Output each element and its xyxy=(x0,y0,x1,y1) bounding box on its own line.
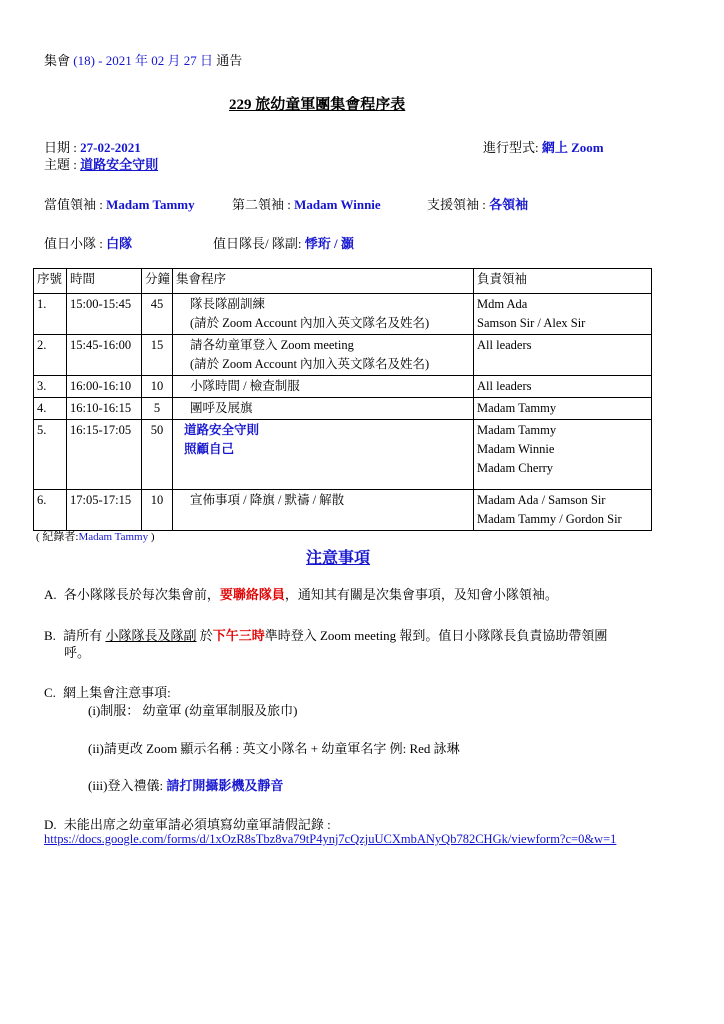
programme-line: (請於 Zoom Account 內加入英文隊名及姓名) xyxy=(190,357,430,371)
cell-leaders xyxy=(474,376,652,398)
mode-row xyxy=(483,137,604,156)
header-no: 序號 xyxy=(34,269,67,294)
cell-time: 17:05-17:15 xyxy=(67,490,142,531)
table-row xyxy=(34,376,652,398)
recorder-name: Madam Tammy xyxy=(78,531,149,543)
leave-form-link[interactable]: https://docs.google.com/forms/d/1xOzR8sTbz8va79tP4ynj7cQzjuUCXmbANyQb782CHGk/viewform?c=0&w=1 xyxy=(44,832,617,846)
note-c xyxy=(44,682,171,701)
note-d-label: D. xyxy=(44,817,57,832)
note-a-post: ，通知其有關是次集會事項，及知會小隊領袖。 xyxy=(284,587,558,602)
duty-sixer-row xyxy=(213,233,354,252)
cell-programme xyxy=(173,335,474,376)
cell-programme xyxy=(173,420,474,490)
note-c-iii xyxy=(88,775,283,794)
note-c-i: (i)制服： 幼童軍 (幼童軍制服及旅巾) xyxy=(88,703,298,718)
cell-leaders xyxy=(474,398,652,420)
mode-label: 進行型式: xyxy=(483,140,539,155)
table-header-row xyxy=(34,269,652,294)
header-suffix: 通告 xyxy=(216,53,243,68)
note-b-mid: 於 xyxy=(199,628,213,643)
header-time: 時間 xyxy=(67,269,142,294)
duty-sixer-label: 值日隊長/ 隊副: xyxy=(213,236,302,251)
duty-sixer-value: 悸珩 / 灝 xyxy=(304,236,354,251)
programme-line: 隊長隊副訓練 xyxy=(190,297,266,311)
header-leaders: 負責領袖 xyxy=(474,269,652,294)
cell-minutes: 10 xyxy=(142,490,173,531)
cell-leaders xyxy=(474,294,652,335)
cell-minutes: 45 xyxy=(142,294,173,335)
table-body xyxy=(34,294,652,531)
support-leader-row xyxy=(427,194,528,213)
notes-title: 注意事項 xyxy=(306,550,371,567)
cell-minutes: 10 xyxy=(142,376,173,398)
cell-time: 16:10-16:15 xyxy=(67,398,142,420)
note-b-post: 準時登入 Zoom meeting 報到。值日小隊隊長負責協助帶領團 xyxy=(264,628,608,643)
leader-line: Madam Tammy xyxy=(477,401,557,415)
note-b-underline: 小隊隊長及隊副 xyxy=(105,628,197,643)
leader-line: Madam Tammy xyxy=(477,423,557,437)
cell-programme xyxy=(173,376,474,398)
table-row xyxy=(34,398,652,420)
table-row xyxy=(34,335,652,376)
recorder-close: ) xyxy=(150,531,155,543)
header-minutes: 分鐘 xyxy=(142,269,173,294)
cell-time: 15:00-15:45 xyxy=(67,294,142,335)
cell-no: 5. xyxy=(34,420,67,490)
cell-no: 1. xyxy=(34,294,67,335)
note-b-label: B. xyxy=(44,628,56,643)
duty-leader-label: 當值領袖 : xyxy=(44,197,103,212)
header-programme: 集會程序 xyxy=(173,269,474,294)
leader-line: All leaders xyxy=(477,338,532,352)
note-b xyxy=(44,625,607,644)
support-leader-label: 支援領袖 : xyxy=(427,197,486,212)
programme-line: 道路安全守則 xyxy=(184,423,260,437)
programme-line: 宣佈事項 / 降旗 / 默禱 / 解散 xyxy=(190,493,345,507)
schedule-table xyxy=(33,268,652,531)
cell-no: 4. xyxy=(34,398,67,420)
cell-leaders xyxy=(474,420,652,490)
programme-line: 請各幼童軍登入 Zoom meeting xyxy=(190,338,354,352)
programme-line: 照顧自己 xyxy=(184,442,235,456)
note-b-pre: 請所有 xyxy=(63,628,103,643)
second-leader-row xyxy=(232,194,381,213)
duty-leader-value: Madam Tammy xyxy=(106,197,195,212)
duty-six-value: 白隊 xyxy=(106,236,133,251)
duty-six-row xyxy=(44,233,132,252)
cell-programme xyxy=(173,490,474,531)
note-c-iii-pre: (iii)登入禮儀: xyxy=(88,778,164,793)
theme-value: 道路安全守則 xyxy=(80,157,159,172)
theme-label: 主題 : xyxy=(44,157,77,172)
note-b-line2: 呼。 xyxy=(64,645,91,660)
date-value: 27-02-2021 xyxy=(80,140,141,155)
recorder-open: ( 紀錄者: xyxy=(36,531,79,543)
leader-line: Madam Ada / Samson Sir xyxy=(477,493,606,507)
duty-six-label: 值日小隊 : xyxy=(44,236,103,251)
cell-time: 15:45-16:00 xyxy=(67,335,142,376)
note-c-label: C. xyxy=(44,685,56,700)
leader-line: Samson Sir / Alex Sir xyxy=(477,316,586,330)
theme-row xyxy=(44,154,158,173)
note-d-text: 未能出席之幼童軍請必須填寫幼童軍請假記錄 : xyxy=(63,817,331,832)
note-a-label: A. xyxy=(44,587,57,602)
cell-time: 16:15-17:05 xyxy=(67,420,142,490)
programme-line: (請於 Zoom Account 內加入英文隊名及姓名) xyxy=(190,316,430,330)
header-prefix: 集會 xyxy=(44,53,71,68)
mode-value: 網上 Zoom xyxy=(541,140,604,155)
meeting-date: 2021 年 02 月 27 日 xyxy=(105,53,214,68)
cell-leaders xyxy=(474,335,652,376)
cell-minutes: 15 xyxy=(142,335,173,376)
cell-time: 16:00-16:10 xyxy=(67,376,142,398)
note-c-iii-emphasis: 請打開攝影機及靜音 xyxy=(166,778,284,793)
programme-line: 團呼及展旗 xyxy=(190,401,253,415)
second-leader-value: Madam Winnie xyxy=(294,197,381,212)
page-title: 229 旅幼童軍團集會程序表 xyxy=(229,97,406,113)
note-a-emphasis: 要聯絡隊員 xyxy=(219,587,285,602)
leader-line: Madam Winnie xyxy=(477,442,555,456)
note-a-pre: 各小隊隊長於每次集會前， xyxy=(63,587,220,602)
second-leader-label: 第二領袖 : xyxy=(232,197,291,212)
table-row xyxy=(34,294,652,335)
meeting-number: (18) - xyxy=(73,53,103,68)
table-row xyxy=(34,490,652,531)
cell-no: 2. xyxy=(34,335,67,376)
cell-programme xyxy=(173,398,474,420)
leader-line: Mdm Ada xyxy=(477,297,528,311)
note-c-title: 網上集會注意事項: xyxy=(63,685,171,700)
leader-line: Madam Tammy / Gordon Sir xyxy=(477,512,622,526)
cell-no: 3. xyxy=(34,376,67,398)
recorder-note xyxy=(36,528,155,544)
date-label: 日期 : xyxy=(44,140,77,155)
note-c-ii: (ii)請更改 Zoom 顯示名稱 : 英文小隊名 + 幼童軍名字 例: Red 詠琳 xyxy=(88,741,460,756)
leader-line: Madam Cherry xyxy=(477,461,554,475)
support-leader-value: 各領袖 xyxy=(489,197,529,212)
note-a xyxy=(44,584,558,603)
table-row xyxy=(34,420,652,490)
cell-minutes: 5 xyxy=(142,398,173,420)
cell-leaders xyxy=(474,490,652,531)
programme-line: 小隊時間 / 檢查制服 xyxy=(190,379,300,393)
leader-line: All leaders xyxy=(477,379,532,393)
note-d xyxy=(44,814,331,833)
duty-leader-row xyxy=(44,194,195,213)
cell-no: 6. xyxy=(34,490,67,531)
cell-minutes: 50 xyxy=(142,420,173,490)
cell-programme xyxy=(173,294,474,335)
notice-header xyxy=(44,50,242,69)
note-b-time: 下午三時 xyxy=(212,628,265,643)
